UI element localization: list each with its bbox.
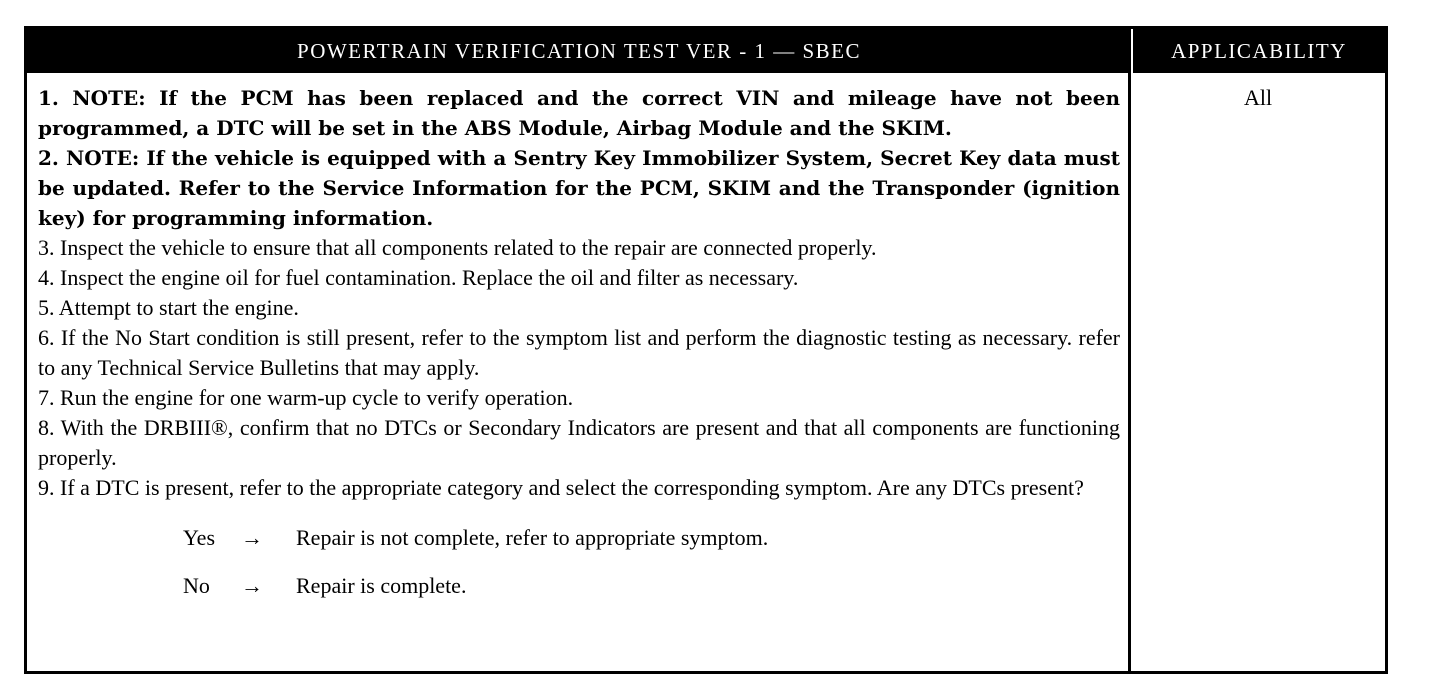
- applicability-header: APPLICABILITY: [1131, 29, 1385, 73]
- step-2-note: 2. NOTE: If the vehicle is equipped with a Sentry Key Immobilizer System, Secret Key data must be updated. Refer to the Service Information for the PCM, SKIM and the Transponder (ignition key) for programming information.: [38, 146, 1120, 230]
- step-7: 7. Run the engine for one warm-up cycle to verify operation.: [38, 385, 574, 410]
- table-header: [27, 29, 1385, 73]
- step-6: 6. If the No Start condition is still present, refer to the symptom list and perform the diagnostic testing as necessary. refer to any Technical Service Bulletins that may apply.: [38, 325, 1120, 380]
- answer-no-label: No: [183, 573, 210, 598]
- answer-no: [38, 571, 1120, 619]
- test-title: POWERTRAIN VERIFICATION TEST VER - 1 — SBEC: [297, 39, 861, 63]
- step-9: 9. If a DTC is present, refer to the appropriate category and select the corresponding symptom. Are any DTCs present?: [38, 475, 1084, 500]
- applicability-value: All: [1243, 85, 1273, 110]
- step-5: 5. Attempt to start the engine.: [38, 295, 299, 320]
- procedure-steps: [27, 73, 1131, 671]
- answer-no-text: Repair is complete.: [296, 573, 467, 598]
- step-8: 8. With the DRBIII®, confirm that no DTCs or Secondary Indicators are present and that all components are functioning properly.: [38, 415, 1120, 470]
- answer-yes-text: Repair is not complete, refer to appropriate symptom.: [296, 525, 769, 550]
- right-arrow-icon: →: [241, 573, 263, 598]
- right-arrow-icon: →: [241, 525, 263, 550]
- step-4: 4. Inspect the engine oil for fuel contamination. Replace the oil and filter as necessary.: [38, 265, 799, 290]
- answer-yes: [38, 523, 1120, 571]
- step-1-note: 1. NOTE: If the PCM has been replaced and the correct VIN and mileage have not been programmed, a DTC will be set in the ABS Module, Airbag Module and the SKIM.: [38, 86, 1120, 140]
- step-3: 3. Inspect the vehicle to ensure that all components related to the repair are connected properly.: [38, 235, 877, 260]
- table-body: [27, 73, 1385, 671]
- answer-yes-label: Yes: [183, 525, 216, 550]
- answer-options: [38, 523, 1120, 619]
- verification-test-table: [24, 26, 1388, 674]
